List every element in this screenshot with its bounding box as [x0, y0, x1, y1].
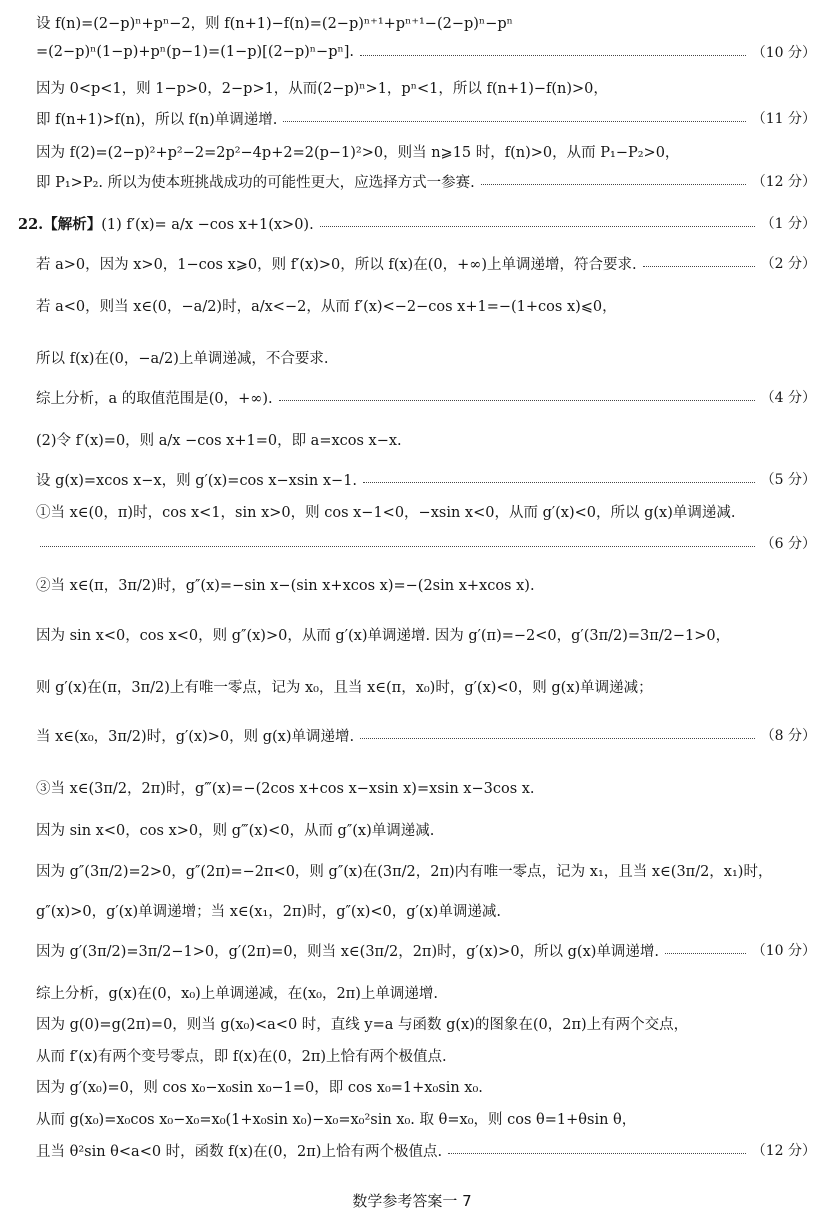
- line-text: 从而 g(x₀)=x₀cos x₀−x₀=x₀(1+x₀sin x₀)−x₀=x₀²sin x₀. 取 θ=x₀，则 cos θ=1+θsin θ，: [36, 1111, 637, 1128]
- line-text: 即 P₁>P₂. 所以为使本班挑战成功的可能性更大，应选择方式一参赛.: [36, 174, 475, 191]
- solution-line-25: [36, 978, 816, 1006]
- solution-line-20: [36, 763, 816, 811]
- solution-line-14: [36, 497, 816, 525]
- analysis-tag: 【解析】: [43, 215, 102, 233]
- line-text: ①当 x∈(0，π)时，cos x<1，sin x>0，则 cos x−1<0，−xsin x<0，从而 g′(x)<0，所以 g(x)单调递减.: [36, 504, 736, 521]
- line-text: 若 a>0，因为 x>0，1−cos x⩾0，则 f′(x)>0，所以 f(x)在(0，+∞)上单调递增，符合要求.: [36, 256, 637, 273]
- question-header: [18, 213, 314, 234]
- leader-dots: [448, 1153, 746, 1154]
- solution-line-22: [36, 846, 816, 894]
- solution-line-4: [36, 104, 816, 132]
- solution-line-3: [36, 73, 816, 101]
- line-text: 综上分析，a 的取值范围是(0，+∞).: [36, 390, 273, 407]
- line-text: 因为 sin x<0，cos x<0，则 g″(x)>0，从而 g′(x)单调递增. 因为 g′(π)=−2<0，g′(3π/2)=3π/2−1>0，: [36, 627, 731, 644]
- leader-dots: [360, 738, 755, 739]
- line-text: 设 g(x)=xcos x−x，则 g′(x)=cos x−xsin x−1.: [36, 472, 358, 489]
- solution-line-28: [36, 1072, 816, 1100]
- solution-line-29: [36, 1104, 816, 1132]
- solution-line-1: [36, 8, 816, 36]
- line-text: 因为 f(2)=(2−p)²+p²−2=2p²−4p+2=2(p−1)²>0，则当 n⩾15 时，f(n)>0，从而 P₁−P₂>0，: [36, 144, 680, 161]
- solution-line-8: [36, 249, 816, 277]
- question-number: 22.: [18, 215, 44, 233]
- leader-dots: [481, 184, 746, 185]
- leader-dots: [363, 482, 755, 483]
- line-text: 因为 g(0)=g(2π)=0，则当 g(x₀)<a<0 时，直线 y=a 与函数 g(x)的图象在(0，2π)上有两个交点，: [36, 1016, 689, 1033]
- line-text: ②当 x∈(π，3π/2)时，g″(x)=−sin x−(sin x+xcos x)=−(2sin x+xcos x).: [36, 577, 535, 594]
- solution-line-11: [36, 383, 816, 411]
- page-footer: 数学参考答案一 7: [352, 1192, 472, 1210]
- solution-line-24: [36, 926, 816, 974]
- solution-line-30: [36, 1136, 816, 1164]
- leader-dots: [283, 121, 745, 122]
- solution-line-10: [36, 333, 816, 381]
- solution-line-9: [36, 281, 816, 329]
- line-text: (2)令 f′(x)=0，则 a/x −cos x+1=0，即 a=xcos x−x.: [36, 432, 402, 449]
- line-text: ③当 x∈(3π/2，2π)时，g‴(x)=−(2cos x+cos x−xsin x)=xsin x−3cos x.: [36, 780, 535, 797]
- solution-line-21: [36, 815, 816, 843]
- leader-dots: [320, 226, 755, 227]
- line-text: 因为 g′(3π/2)=3π/2−1>0，g′(2π)=0，则当 x∈(3π/2，2π)时，g′(x)>0，所以 g(x)单调递增.: [36, 943, 660, 960]
- solution-line-13: [36, 465, 816, 493]
- line-text: 且当 θ²sin θ<a<0 时，函数 f(x)在(0，2π)上恰有两个极值点.: [36, 1143, 443, 1160]
- line-text: (1) f′(x)= a/x −cos x+1(x>0).: [101, 216, 314, 233]
- leader-dots: [643, 266, 755, 267]
- solution-line-27: [36, 1041, 816, 1069]
- solution-line-2: [36, 38, 816, 66]
- question-22-header: [18, 199, 816, 247]
- solution-line-16: [36, 560, 816, 608]
- score-mark: （12 分）: [751, 174, 816, 190]
- leader-dots: [360, 55, 746, 56]
- solution-line-17: [36, 610, 816, 658]
- score-mark: （4 分）: [760, 390, 816, 406]
- score-mark: （11 分）: [751, 111, 816, 127]
- score-mark: （1 分）: [760, 216, 816, 232]
- line-text: 则 g′(x)在(π，3π/2)上有唯一零点，记为 x₀，且当 x∈(π，x₀)时，g′(x)<0，则 g(x)单调递减；: [36, 679, 653, 696]
- leader-dots: [40, 546, 755, 547]
- score-mark: （6 分）: [760, 536, 816, 552]
- solution-line-19: [36, 711, 816, 759]
- solution-line-23: [36, 896, 816, 924]
- line-text: 当 x∈(x₀，3π/2)时，g′(x)>0，则 g(x)单调递增.: [36, 728, 355, 745]
- solution-line-18: [36, 662, 816, 710]
- line-text: =(2−p)ⁿ(1−p)+pⁿ(p−1)=(1−p)[(2−p)ⁿ−pⁿ].: [36, 44, 355, 60]
- line-text: 若 a<0，则当 x∈(0，−a/2)时，a/x<−2，从而 f′(x)<−2−cos x+1=−(1+cos x)⩽0，: [36, 298, 617, 315]
- line-text: 因为 g′(x₀)=0，则 cos x₀−x₀sin x₀−1=0，即 cos x₀=1+x₀sin x₀.: [36, 1079, 483, 1096]
- line-text: 设 f(n)=(2−p)ⁿ+pⁿ−2，则 f(n+1)−f(n)=(2−p)ⁿ⁺¹+pⁿ⁺¹−(2−p)ⁿ−pⁿ: [36, 15, 513, 32]
- solution-line-15: [36, 529, 816, 557]
- score-mark: （8 分）: [760, 728, 816, 744]
- score-mark: （5 分）: [760, 472, 816, 488]
- score-mark: （2 分）: [760, 256, 816, 272]
- leader-dots: [665, 953, 746, 954]
- solution-line-6: [36, 167, 816, 195]
- line-text: 因为 0<p<1，则 1−p>0，2−p>1，从而(2−p)ⁿ>1，pⁿ<1，所以 f(n+1)−f(n)>0，: [36, 80, 608, 97]
- line-text: 所以 f(x)在(0，−a/2)上单调递减，不合要求.: [36, 350, 329, 367]
- line-text: 综上分析，g(x)在(0，x₀)上单调递减，在(x₀，2π)上单调递增.: [36, 985, 438, 1002]
- leader-dots: [279, 400, 755, 401]
- line-text: 从而 f′(x)有两个变号零点，即 f(x)在(0，2π)上恰有两个极值点.: [36, 1048, 447, 1065]
- solution-line-5: [36, 137, 816, 165]
- line-text: 因为 g″(3π/2)=2>0，g″(2π)=−2π<0，则 g″(x)在(3π/2，2π)内有唯一零点，记为 x₁，且当 x∈(3π/2，x₁)时，: [36, 863, 773, 880]
- score-mark: （12 分）: [751, 1143, 816, 1159]
- score-mark: （10 分）: [751, 45, 816, 61]
- line-text: 因为 sin x<0，cos x>0，则 g‴(x)<0，从而 g″(x)单调递减.: [36, 822, 435, 839]
- solution-line-12: [36, 415, 816, 463]
- line-text: g″(x)>0，g′(x)单调递增；当 x∈(x₁，2π)时，g″(x)<0，g′(x)单调递减.: [36, 903, 501, 920]
- score-mark: （10 分）: [751, 943, 816, 959]
- line-text: 即 f(n+1)>f(n)，所以 f(n)单调递增.: [36, 111, 278, 128]
- solution-line-26: [36, 1009, 816, 1037]
